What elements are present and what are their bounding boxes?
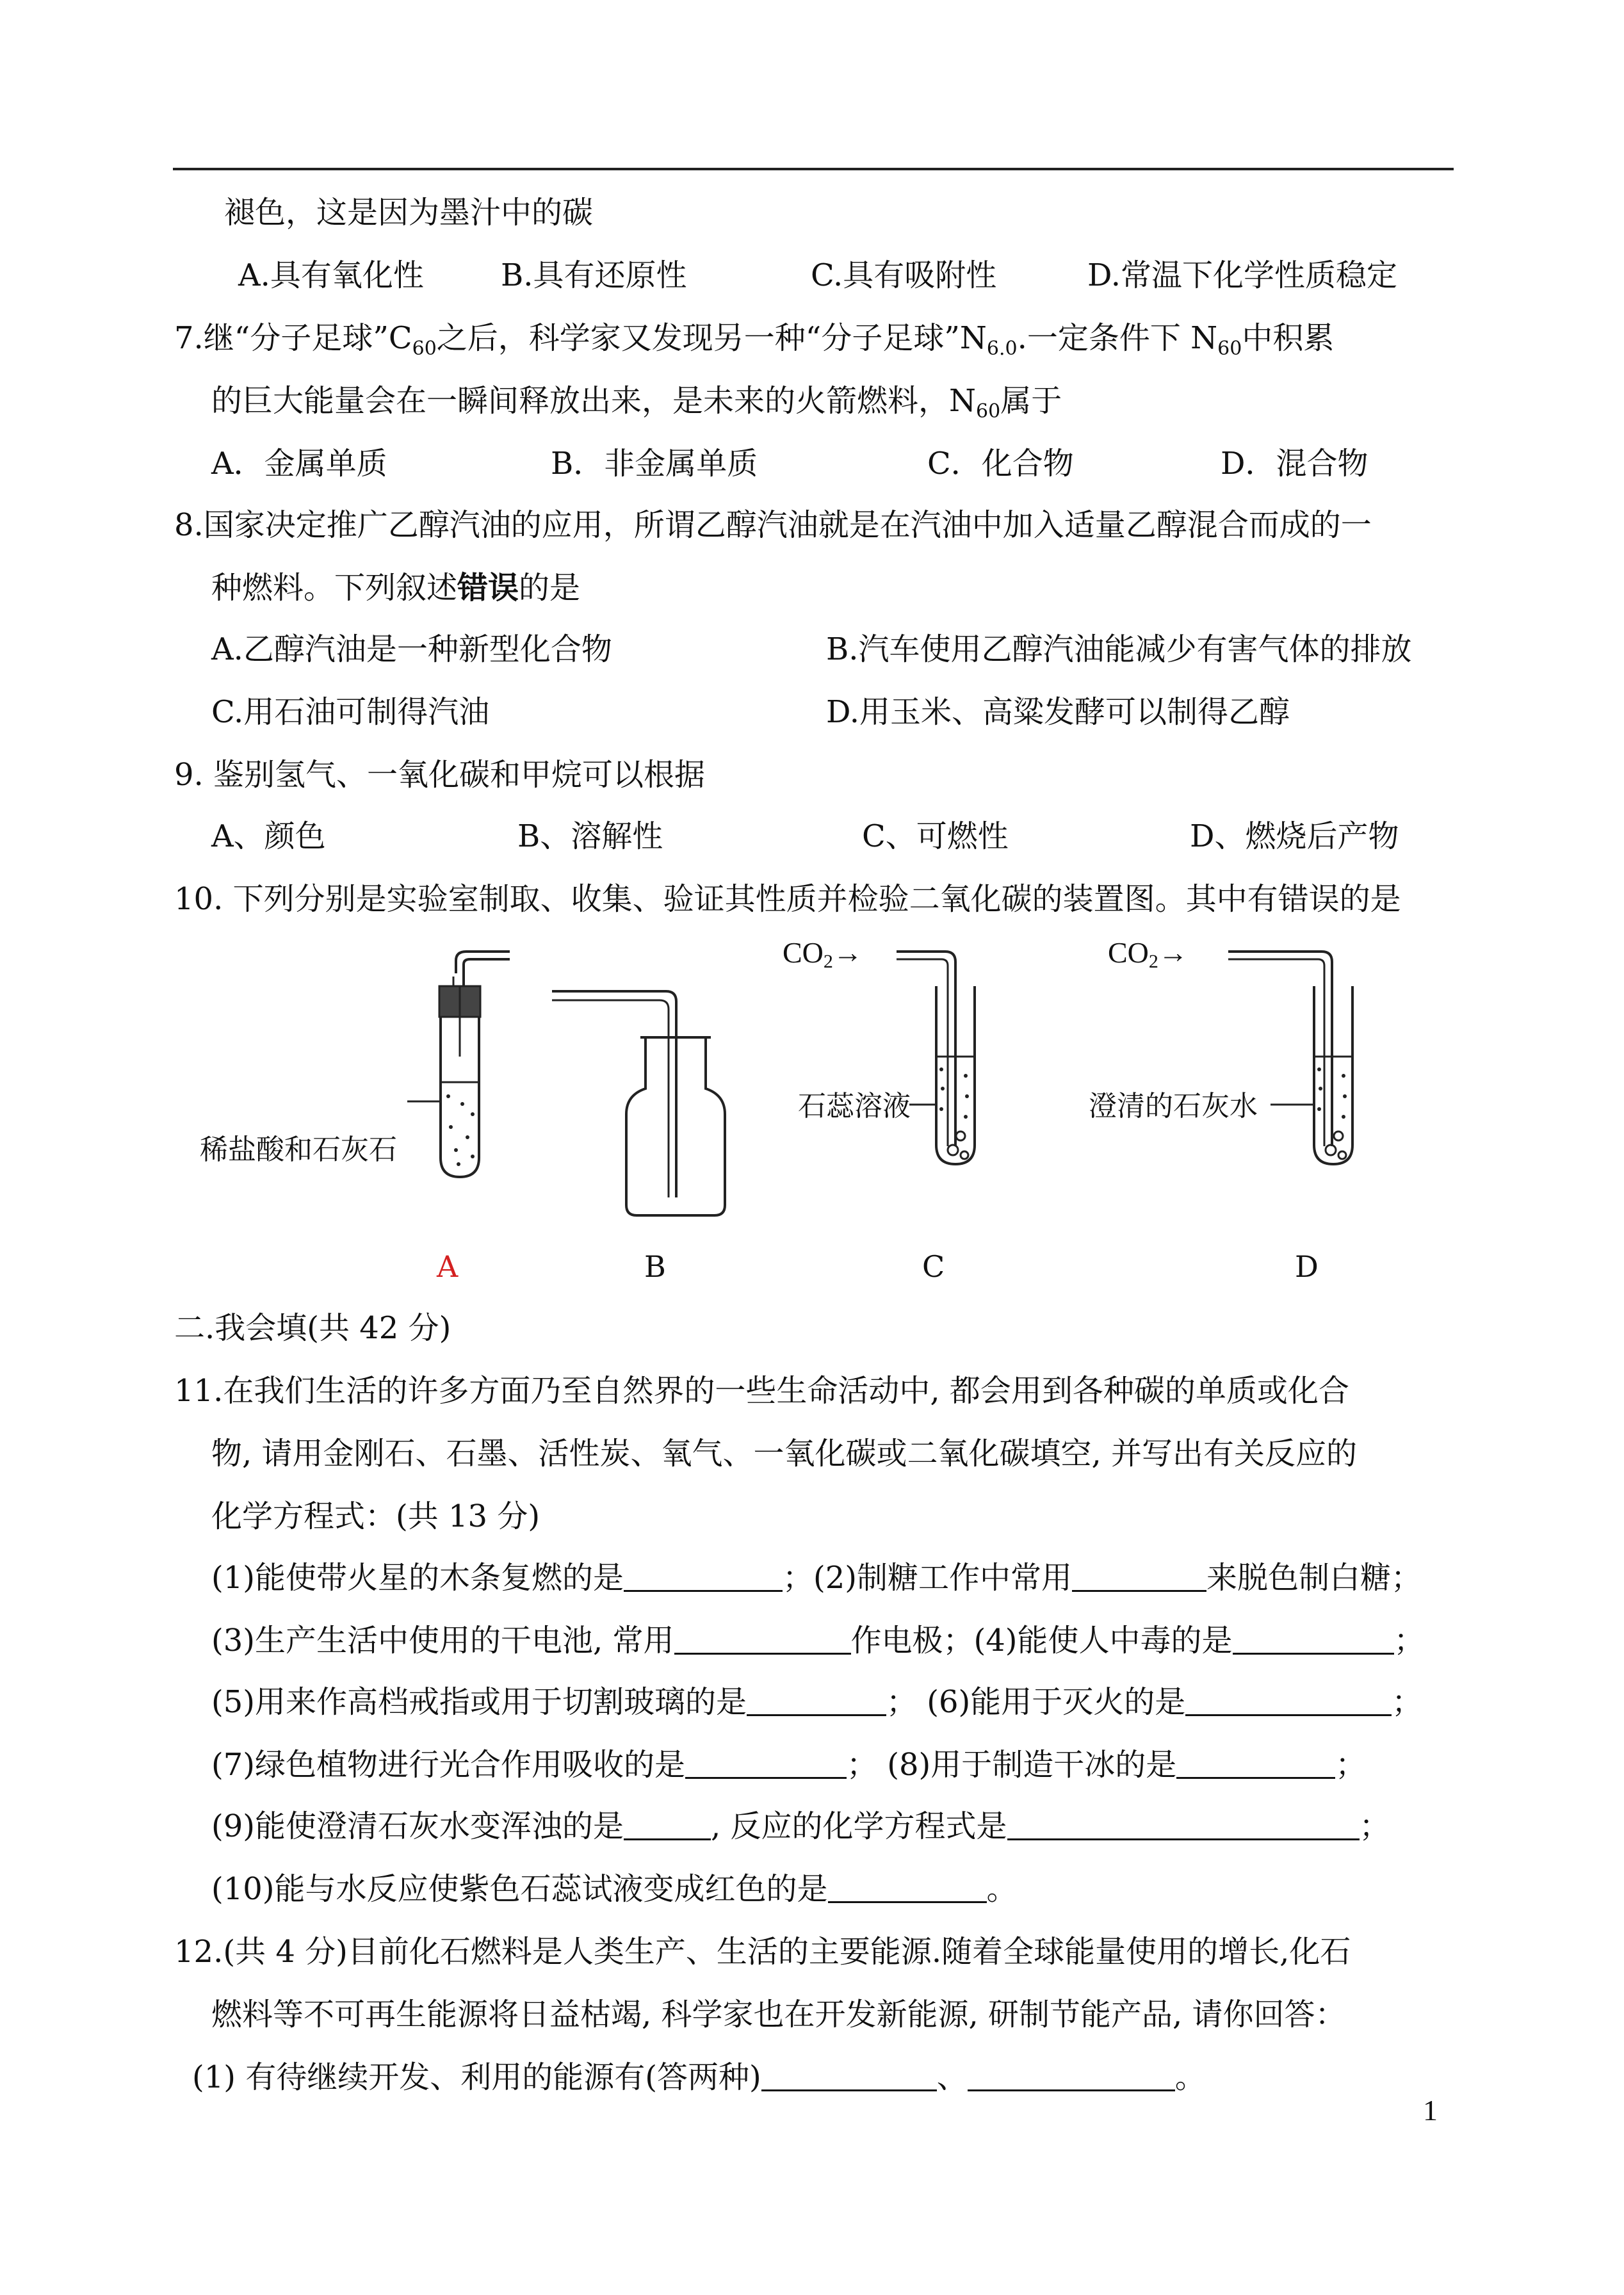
q11-line-3: 化学方程式：(共 13 分) <box>211 1498 540 1534</box>
answer-blank-9[interactable] <box>624 1810 711 1840</box>
apparatus-a <box>407 952 510 1177</box>
figure-letter-d: D <box>1295 1249 1319 1284</box>
label-litmus-solution: 石蕊溶液 <box>798 1090 911 1123</box>
answer-blank-3[interactable] <box>674 1625 851 1655</box>
q6-cont-text: 褪色，这是因为墨汁中的碳 <box>224 195 594 231</box>
delivery-tube-b-outer <box>552 991 676 1197</box>
answer-blank-10[interactable] <box>828 1873 987 1903</box>
q7-option-b: B．非金属单质 <box>551 446 758 482</box>
q11-item-6-end: ； <box>1392 1684 1423 1720</box>
arrow-icon: → <box>832 936 863 969</box>
q11-item-7: (7)绿色植物进行光合作用吸收的是 <box>211 1747 685 1783</box>
q11-item-6: ； (6)能用于灭火的是 <box>886 1684 1186 1720</box>
figure-letter-b: B <box>644 1249 666 1284</box>
q7-text-a: 7.继“分子足球”C <box>174 320 412 356</box>
q11-row-1 <box>211 1559 1422 1597</box>
q12-part-1: (1) 有待继续开发、利用的能源有(答两种) <box>192 2059 761 2095</box>
q8-line2-text-b: 的是 <box>519 570 581 606</box>
q9-text: 9. 鉴别氢气、一氧化碳和甲烷可以根据 <box>174 757 706 793</box>
q12-line-1: 12.(共 4 分)目前化石燃料是人类生产、生活的主要能源.随着全球能量使用的增长,化石 <box>174 1934 1351 1970</box>
q11-item-2: ；(2)制糖工作中常用 <box>783 1560 1072 1596</box>
label-acid-limestone: 稀盐酸和石灰石 <box>200 1133 397 1166</box>
bubbles-d <box>1326 1131 1346 1159</box>
answer-blank-8[interactable] <box>1176 1749 1335 1779</box>
answer-blank-7[interactable] <box>685 1749 847 1779</box>
q8-option-b: B.汽车使用乙醇汽油能减少有害气体的排放 <box>826 631 1412 667</box>
arrow-icon: → <box>1158 936 1188 969</box>
q12-line-3 <box>192 2058 1206 2096</box>
answer-blank-equation[interactable] <box>1007 1810 1360 1840</box>
q7-option-c: C．化合物 <box>927 446 1074 482</box>
q11-row-2 <box>211 1621 1425 1660</box>
co2-subscript-c: 2 <box>823 951 833 972</box>
answer-blank-energy-1[interactable] <box>761 2061 937 2091</box>
q11-line-2: 物, 请用金刚石、石墨、活性炭、氧气、一氧化碳或二氧化碳填空, 并写出有关反应的 <box>211 1436 1358 1472</box>
n60-subscript-2: 60 <box>1217 337 1242 360</box>
q12-separator: 、 <box>936 2059 968 2095</box>
q11-item-3: (3)生产生活中使用的干电池, 常用 <box>211 1623 674 1658</box>
q11-item-9: (9)能使澄清石灰水变浑浊的是 <box>211 1808 624 1844</box>
q8-option-d: D.用玉米、高粱发酵可以制得乙醇 <box>826 694 1290 730</box>
n60-subscript-1: 6.0 <box>986 337 1018 360</box>
answer-blank-energy-2[interactable] <box>968 2061 1175 2091</box>
apparatus-b <box>552 991 725 1215</box>
q11-item-1: (1)能使带火星的木条复燃的是 <box>211 1560 624 1596</box>
c60-subscript: 60 <box>412 337 437 360</box>
answer-blank-6[interactable] <box>1185 1686 1392 1716</box>
q6-option-b: B.具有还原性 <box>501 257 687 293</box>
q11-item-8: ； (8)用于制造干冰的是 <box>847 1747 1177 1783</box>
bubbles-c <box>948 1131 968 1159</box>
q7-text-c: .一定条件下 N <box>1017 320 1218 356</box>
q12-line-2: 燃料等不可再生能源将日益枯竭, 科学家也在开发新能源, 研制节能产品, 请你回答： <box>211 1997 1346 2032</box>
q8-line-1: 8.国家决定推广乙醇汽油的应用，所谓乙醇汽油就是在汽油中加入适量乙醇混合而成的一 <box>174 507 1372 543</box>
q10-text: 10. 下列分别是实验室制取、收集、验证其性质并检验二氧化碳的装置图。其中有错误的是 <box>174 881 1401 917</box>
q6-option-a: A.具有氧化性 <box>238 257 424 293</box>
q11-item-4-end: ； <box>1393 1623 1425 1658</box>
figure-letter-a: A <box>437 1249 459 1284</box>
q11-item-9-end: ； <box>1359 1808 1390 1844</box>
answer-blank-1[interactable] <box>624 1562 783 1592</box>
q6-option-c: C.具有吸附性 <box>811 257 997 293</box>
q7-option-d: D．混合物 <box>1221 446 1368 482</box>
label-lime-water: 澄清的石灰水 <box>1089 1090 1258 1123</box>
q12-end: 。 <box>1174 2059 1206 2095</box>
q11-item-10-end: 。 <box>986 1871 1018 1907</box>
q7-line2-text-a: 的巨大能量会在一瞬间释放出来，是未来的火箭燃料，N <box>211 383 977 419</box>
page-number: 1 <box>1423 2094 1438 2127</box>
q8-option-c: C.用石油可制得汽油 <box>211 694 490 730</box>
section-2-title: 二.我会填(共 42 分) <box>174 1310 451 1346</box>
q11-row-4 <box>211 1746 1366 1784</box>
delivery-tube-a-inner <box>464 959 510 986</box>
co2-subscript-d: 2 <box>1148 951 1158 972</box>
q9-option-a: A、颜色 <box>211 818 326 854</box>
co2-text-c: CO <box>783 936 824 969</box>
co2-label-d <box>1108 936 1188 972</box>
apparatus-c <box>897 952 975 1164</box>
q9-option-b: B、溶解性 <box>517 818 663 854</box>
q6-option-d: D.常温下化学性质稳定 <box>1087 257 1398 293</box>
figure-letter-c: C <box>922 1249 945 1284</box>
n60-subscript-3: 60 <box>976 400 1001 423</box>
q11-row-5 <box>211 1807 1390 1845</box>
q7-line2-text-b: 属于 <box>1000 383 1062 419</box>
answer-blank-4[interactable] <box>1233 1625 1394 1655</box>
q8-emphasis-wrong: 错误 <box>457 570 519 606</box>
q8-option-a: A.乙醇汽油是一种新型化合物 <box>211 631 612 667</box>
q11-item-5: (5)用来作高档戒指或用于切割玻璃的是 <box>211 1684 747 1720</box>
q11-item-9-equation: , 反应的化学方程式是 <box>711 1808 1007 1844</box>
q8-line2-text-a: 种燃料。下列叙述 <box>211 570 458 606</box>
q11-item-8-end: ； <box>1335 1747 1367 1783</box>
answer-blank-2[interactable] <box>1072 1562 1206 1592</box>
liquid-dots-a <box>446 1094 475 1166</box>
answer-blank-5[interactable] <box>747 1686 886 1716</box>
q11-row-6 <box>211 1870 1018 1908</box>
q11-item-10: (10)能与水反应使紫色石蕊试液变成红色的是 <box>211 1871 828 1907</box>
apparatus-d <box>1228 952 1352 1164</box>
q11-item-4: 作电极；(4)能使人中毒的是 <box>850 1623 1233 1658</box>
co2-label-c <box>783 936 863 972</box>
q9-option-d: D、燃烧后产物 <box>1190 818 1399 854</box>
co2-text-d: CO <box>1108 936 1149 969</box>
q7-text-d: 中积累 <box>1242 320 1335 356</box>
q11-item-2-end: 来脱色制白糖； <box>1206 1560 1422 1596</box>
delivery-tube-b-inner <box>552 1000 669 1197</box>
q11-line-1: 11.在我们生活的许多方面乃至自然界的一些生命活动中, 都会用到各种碳的单质或化合 <box>174 1373 1349 1409</box>
q7-option-a: A．金属单质 <box>211 446 387 482</box>
q9-option-c: C、可燃性 <box>862 818 1009 854</box>
q11-row-3 <box>211 1683 1422 1721</box>
q7-text-b: 之后，科学家又发现另一种“分子足球”N <box>436 320 987 356</box>
